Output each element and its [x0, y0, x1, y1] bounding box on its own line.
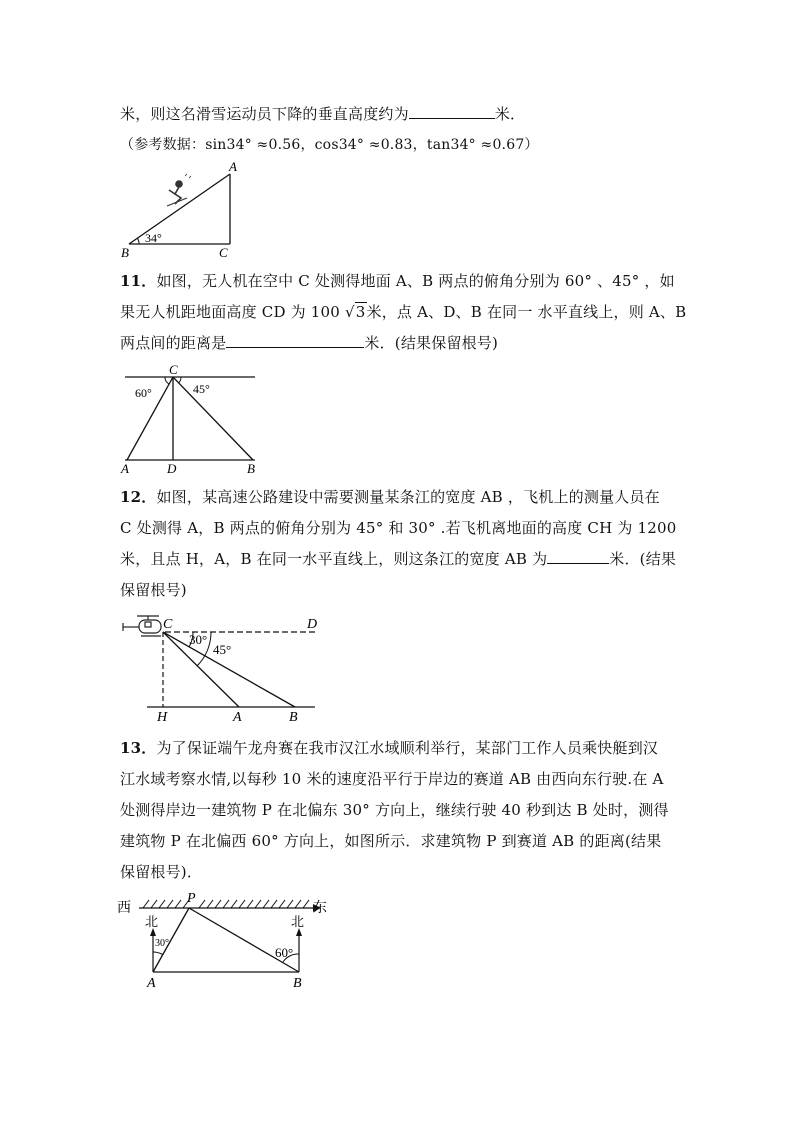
q13-number: 13． [120, 739, 157, 757]
q13-label-B: B [293, 976, 302, 991]
east-label: 东 [313, 901, 327, 916]
q12-line2: C 处测得 A，B 两点的俯角分别为 45° 和 30° .若飞机离地面的高度 CH 为 1200 [120, 519, 677, 537]
q10-label-B: B [121, 245, 129, 260]
q12-label-D: D [307, 617, 318, 632]
q13-angle-60: 60° [275, 945, 294, 960]
q13-line4: 建筑物 P 在北偏西 60° 方向上，如图所示．求建筑物 P 到赛道 AB 的距离(结果 [120, 832, 662, 850]
q10-line1: 米，则这名滑雪运动员下降的垂直高度约为 米． [120, 105, 526, 123]
q13-bearing-figure [115, 890, 335, 990]
q13-line1: 13．为了保证端午龙舟赛在我市汉江水域顺利举行，某部门工作人员乘快艇到汉 [120, 739, 659, 757]
answer-blank-q11[interactable] [226, 333, 364, 348]
q12-label-B: B [289, 710, 298, 725]
q12-angle-45: 45° [213, 642, 232, 657]
north-label-a: 北 [145, 914, 159, 929]
q10-label-C: C [219, 245, 228, 260]
q12-line1: 12．如图，某高速公路建设中需要测量某条江的宽度 AB ，飞机上的测量人员在 [120, 488, 660, 506]
west-label: 西 [117, 901, 131, 916]
answer-blank-q12[interactable] [547, 549, 609, 564]
q11-label-D: D [167, 461, 177, 476]
q11-line3: 两点间的距离是 米．(结果保留根号) [120, 334, 499, 352]
answer-blank-q10[interactable] [409, 104, 495, 119]
q11-angle-60: 60° [135, 386, 152, 400]
q11-label-A: A [121, 461, 129, 476]
helicopter-icon [123, 616, 161, 636]
q13-label-P: P [187, 891, 196, 906]
q13-label-A: A [147, 976, 156, 991]
q12-angle-30: 30° [189, 632, 208, 647]
q11-label-B: B [247, 461, 255, 476]
q10-reference-data: （参考数据：sin34° ≈0.56，cos34° ≈0.83，tan34° ≈0.67） [120, 137, 539, 153]
shore-hatching [143, 900, 309, 908]
q12-river-figure [115, 610, 330, 725]
sqrt-symbol: √3 [345, 303, 366, 321]
q11-number: 11． [120, 272, 157, 290]
q13-angle-30: 30° [155, 938, 169, 949]
q12-label-A: A [233, 710, 242, 725]
q13-line2: 江水域考察水情,以每秒 10 米的速度沿平行于岸边的赛道 AB 由西向东行驶.在 A [120, 770, 664, 788]
q13-line5: 保留根号)． [120, 863, 203, 881]
q11-label-C: C [169, 362, 178, 377]
q10-angle-label: 34° [145, 231, 162, 245]
q11-line1: 11．如图，无人机在空中 C 处测得地面 A、B 两点的俯角分别为 60° 、45° ，如 [120, 272, 675, 290]
north-label-b: 北 [291, 914, 305, 929]
q12-line3: 米，且点 H，A，B 在同一水平直线上，则这条江的宽度 AB 为 米．(结果 [120, 550, 677, 568]
q12-number: 12． [120, 488, 157, 506]
q10-label-A: A [229, 159, 237, 174]
q11-line2: 果无人机距地面高度 CD 为 100 √3米，点 A、D、B 在同一 水平直线上，则 A、B [120, 303, 687, 321]
q12-line4: 保留根号) [120, 581, 187, 599]
q11-drone-figure [115, 362, 265, 477]
q13-line3: 处测得岸边一建筑物 P 在北偏东 30° 方向上，继续行驶 40 秒到达 B 处时，测得 [120, 801, 669, 819]
q12-label-H: H [157, 710, 168, 725]
skier-icon [167, 174, 191, 206]
q10-ski-slope-figure [115, 160, 245, 260]
q12-label-C: C [163, 617, 173, 632]
q11-angle-45: 45° [193, 382, 210, 396]
